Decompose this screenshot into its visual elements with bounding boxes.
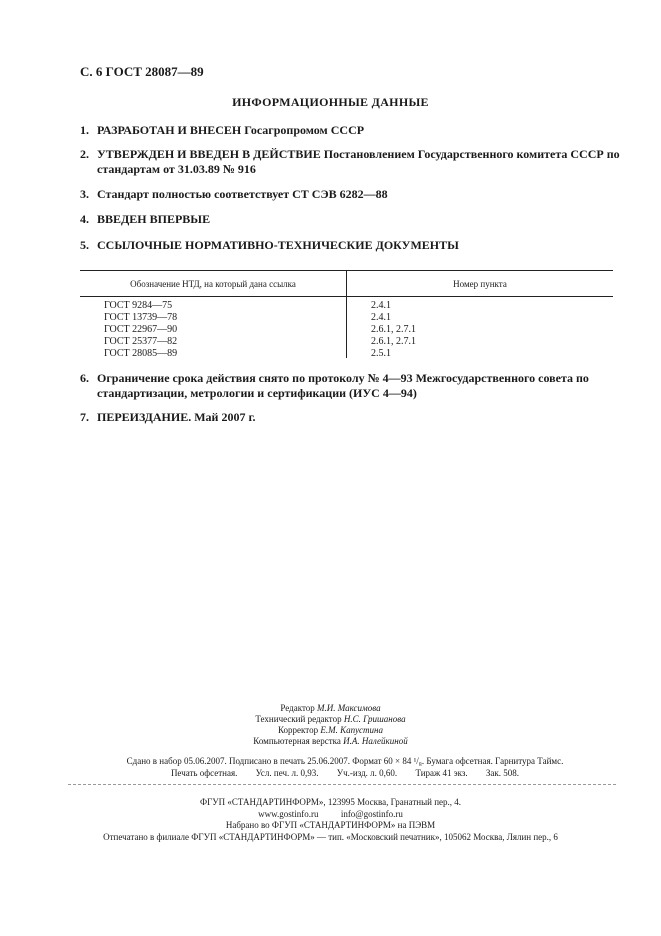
table-cell: ГОСТ 25377—82	[104, 336, 178, 347]
item-number: 3.	[80, 187, 89, 201]
item-text: Май 2007 г.	[194, 410, 256, 424]
table-cell: ГОСТ 13739—78	[104, 312, 178, 323]
order-number: Зак. 508.	[485, 767, 520, 778]
typeset-note: Набрано во ФГУП «СТАНДАРТИНФОРМ» на ПЭВМ	[225, 820, 436, 830]
publisher-sheets: Уч.-изд. л. 0,60.	[336, 767, 398, 778]
item-heading: ПЕРЕИЗДАНИЕ.	[97, 410, 192, 424]
table-cell: 2.6.1, 2.7.1	[371, 324, 416, 335]
table-cell: ГОСТ 22967—90	[104, 324, 178, 335]
page-header: С. 6 ГОСТ 28087—89	[80, 64, 204, 79]
publisher-footer	[0, 797, 661, 843]
item-heading: РАЗРАБОТАН И ВНЕСЕН	[97, 123, 242, 137]
item-text: Ограничение срока действия снято по протоколу № 4—93 Межгосударственного совета по стандартизации, метрологии и сертификации (ИУС 4—94)	[97, 371, 589, 400]
info-item-2	[80, 147, 620, 177]
table-cell: 2.6.1, 2.7.1	[371, 336, 416, 347]
section-title: ИНФОРМАЦИОННЫЕ ДАННЫЕ	[232, 95, 429, 109]
credit-role: Компьютерная верстка	[253, 736, 341, 746]
credit-name: И.А. Налейкиной	[343, 736, 408, 746]
print-sheets: Усл. печ. л. 0,93.	[255, 767, 319, 778]
credit-role: Технический редактор	[255, 714, 342, 724]
table-cell: ГОСТ 9284—75	[104, 300, 173, 311]
item-heading: ВВЕДЕН ВПЕРВЫЕ	[97, 212, 211, 226]
print-type: Печать офсетная.	[170, 767, 238, 778]
item-number: 5.	[80, 238, 89, 252]
item-number: 6.	[80, 371, 89, 385]
publication-details	[80, 756, 610, 779]
credit-role: Редактор	[280, 703, 315, 713]
info-item-6	[80, 371, 620, 401]
info-item-4	[80, 212, 620, 227]
website-link[interactable]: www.gostinfo.ru	[258, 808, 319, 819]
table-cell: 2.5.1	[371, 348, 391, 359]
info-item-5	[80, 238, 620, 253]
info-item-1	[80, 123, 620, 138]
table-header-ntd: Обозначение НТД, на который дана ссылка	[130, 279, 296, 289]
credit-name: Н.С. Гришанова	[343, 714, 406, 724]
table-header-clause: Номер пункта	[453, 279, 507, 289]
table-cell: 2.4.1	[371, 300, 391, 311]
item-heading: ССЫЛОЧНЫЕ НОРМАТИВНО-ТЕХНИЧЕСКИЕ ДОКУМЕНТЫ	[97, 238, 459, 252]
item-number: 1.	[80, 123, 89, 137]
item-text: Госагропромом СССР	[244, 123, 365, 137]
email-link[interactable]: info@gostinfo.ru	[340, 808, 403, 819]
editorial-credits	[0, 703, 661, 747]
table-column-clause	[371, 300, 416, 360]
credit-name: Е.М. Капустина	[320, 725, 384, 735]
table-column-ntd	[104, 300, 177, 360]
publication-line-1: Сдано в набор 05.06.2007. Подписано в печать 25.06.2007. Формат 60 × 84 ¹/₈. Бумага офсетная. Гарнитура Таймс.	[126, 756, 564, 766]
table-cell: ГОСТ 28085—89	[104, 348, 178, 359]
print-run: Тираж 41 экз.	[415, 767, 468, 778]
item-text: Стандарт полностью соответствует СТ СЭВ 6282—88	[97, 187, 388, 201]
info-item-7	[80, 410, 620, 425]
item-text: Постановлением Государственного комитета СССР по стандартам от 31.03.89 № 916	[97, 147, 620, 176]
publisher-address: ФГУП «СТАНДАРТИНФОРМ», 123995 Москва, Гранатный пер., 4.	[199, 797, 462, 807]
publisher-contacts	[0, 809, 661, 821]
item-number: 7.	[80, 410, 89, 424]
publication-line-2	[80, 768, 610, 780]
item-number: 4.	[80, 212, 89, 226]
printed-note: Отпечатано в филиале ФГУП «СТАНДАРТИНФОРМ» — тип. «Московский печатник», 105062 Москва, Лялин пер., 6	[103, 831, 558, 842]
item-number: 2.	[80, 147, 89, 161]
table-cell: 2.4.1	[371, 312, 391, 323]
item-heading: УТВЕРЖДЕН И ВВЕДЕН В ДЕЙСТВИЕ	[97, 147, 321, 161]
footer-divider	[68, 784, 616, 785]
info-item-3	[80, 187, 620, 202]
credit-name: М.И. Максимова	[317, 703, 381, 713]
credit-role: Корректор	[277, 725, 319, 735]
